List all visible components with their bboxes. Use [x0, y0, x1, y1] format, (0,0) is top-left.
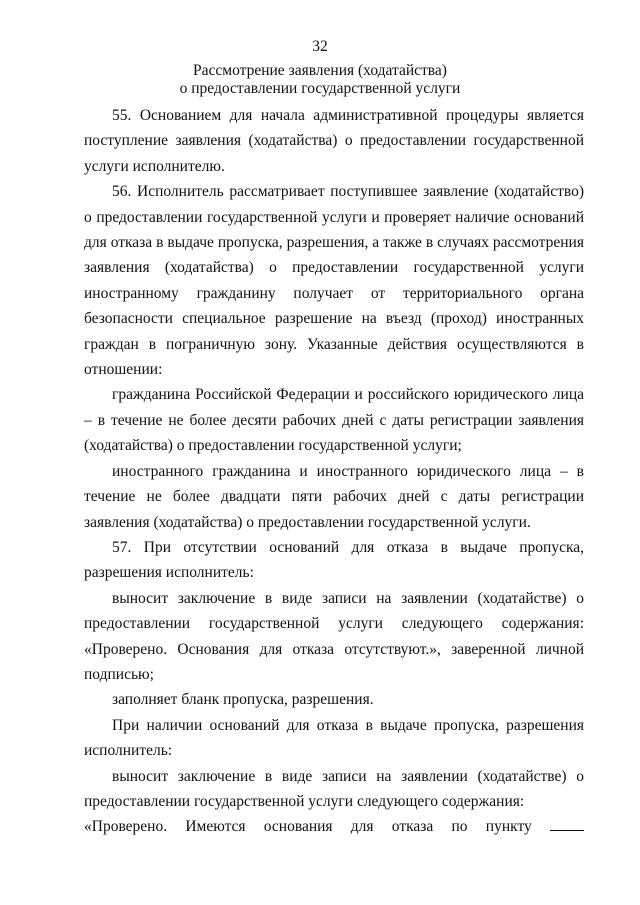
paragraph-refusal-conclusion: выносит заключение в виде записи на заявлении (ходатайстве) о предоставлении государственной услуги следующего содержания: — [84, 767, 584, 810]
paragraph-56: 56. Исполнитель рассматривает поступившее заявление (ходатайство) о предоставлении государственной услуги и проверяет наличие оснований для отказа в выдаче пропуска, разрешения, а также в случаях рассмотрения заявления (ходатайства) о предоставлении государственной услуги иностранному гражданину получает от территориального органа безопасности специальное разрешение на въезд (проход) иностранных граждан в пограничную зону. Указанные действия осуществляются в отношении: — [84, 183, 584, 379]
paragraph-refusal-intro: При наличии оснований для отказа в выдаче пропуска, разрешения исполнитель: — [84, 716, 584, 760]
section-heading-line-2: о предоставлении государственной услуги — [179, 80, 461, 97]
fill-in-blank — [550, 816, 584, 831]
paragraph-56-item-russian: гражданина Российской Федерации и российского юридического лица – в течение не более десяти рабочих дней с даты регистрации заявления (ходатайства) о предоставлении государственной услуги; — [84, 386, 584, 455]
paragraph-57-item-form: заполняет бланк пропуска, разрешения. — [112, 691, 374, 709]
paragraph-refusal-text — [84, 814, 584, 839]
paragraph-55: 55. Основанием для начала административной процедуры является поступление заявления (ходатайства) о предоставлении государственной услуги исполнителю. — [84, 107, 584, 175]
refusal-text: «Проверено. Имеются основания для отказа по пункту — [84, 818, 532, 836]
document-body — [84, 103, 584, 840]
page-number: 32 — [312, 38, 328, 55]
paragraph-57: 57. При отсутствии оснований для отказа в выдаче пропуска, разрешения исполнитель: — [84, 538, 584, 582]
section-heading-line-1: Рассмотрение заявления (ходатайства) — [193, 62, 447, 79]
paragraph-57-item-conclusion: выносит заключение в виде записи на заявлении (ходатайстве) о предоставлении государственной услуги следующего содержания: «Проверено. Основания для отказа отсутствуют.», заверенной личной подписью; — [84, 589, 584, 683]
paragraph-56-item-foreign: иностранного гражданина и иностранного юридического лица – в течение не более двадцати пяти рабочих дней с даты регистрации заявления (ходатайства) о предоставлении государственной услуги. — [84, 462, 584, 531]
